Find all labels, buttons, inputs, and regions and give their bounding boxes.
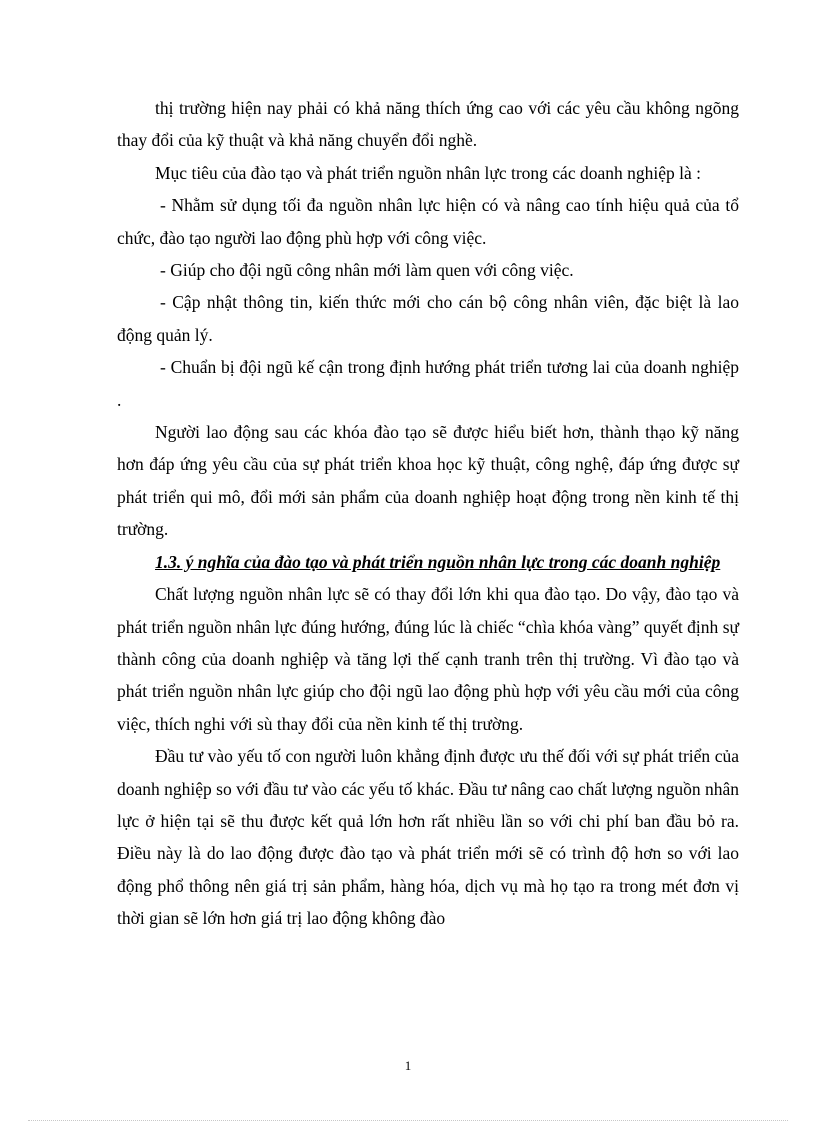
bullet-item: - Chuẩn bị đội ngũ kế cận trong định hướng phát triển tương lai của doanh nghiệp . bbox=[117, 357, 739, 410]
bullet-item: - Giúp cho đội ngũ công nhân mới làm quen với công việc. bbox=[160, 260, 574, 281]
footer-divider bbox=[28, 1120, 788, 1121]
paragraph-objectives-intro: Mục tiêu của đào tạo và phát triển nguồn nhân lực trong các doanh nghiệp là : bbox=[155, 162, 701, 183]
paragraph-investment: Đầu tư vào yếu tố con người luôn khẳng định được ưu thế đối với sự phát triển của doanh nghiệp so với đầu tư vào các yếu tố khác. Đầu tư nâng cao chất lượng nguồn nhân lực ở hiện tại sẽ thu được kết quả lớn hơn rất nhiều lần so với chi phí ban đầu bỏ ra. Điều này là do lao động được đào tạo và phát triển mới sẽ có trình độ hơn so với lao động phổ thông nên giá trị sản phẩm, hàng hóa, dịch vụ mà họ tạo ra trong mét đơn vị thời gian sẽ lớn hơn giá trị lao động không đào bbox=[117, 746, 739, 929]
section-heading: 1.3. ý nghĩa của đào tạo và phát triển nguồn nhân lực trong các doanh nghiệp bbox=[155, 551, 721, 572]
paragraph-training-outcome: Người lao động sau các khóa đào tạo sẽ được hiểu biết hơn, thành thạo kỹ năng hơn đáp ứng yêu cầu của sự phát triển khoa học kỹ thuật, công nghệ, đáp ứng được sự phát triển qui mô, đổi mới sản phẩm của doanh nghiệp hoạt động trong nền kinh tế thị trường. bbox=[117, 422, 739, 540]
page-number: 1 bbox=[404, 1058, 412, 1073]
paragraph-quality: Chất lượng nguồn nhân lực sẽ có thay đổi lớn khi qua đào tạo. Do vậy, đào tạo và phát triển nguồn nhân lực đúng hướng, đúng lúc là chiếc “chìa khóa vàng” quyết định sự thành công của doanh nghiệp và tăng lợi thế cạnh tranh trên thị trường. Vì đào tạo và phát triển nguồn nhân lực giúp cho đội ngũ lao động phù hợp với yêu cầu mới của công việc, thích nghi với sù thay đổi của nền kinh tế thị trường. bbox=[117, 584, 739, 734]
bullet-item: - Nhằm sử dụng tối đa nguồn nhân lực hiện có và nâng cao tính hiệu quả của tổ chức, đào tạo người lao động phù hợp với công việc. bbox=[117, 195, 739, 248]
bullet-item: - Cập nhật thông tin, kiến thức mới cho cán bộ công nhân viên, đặc biệt là lao động quản lý. bbox=[117, 292, 739, 345]
paragraph-continuation: thị trường hiện nay phải có khả năng thích ứng cao với các yêu cầu không ngõng thay đổi của kỹ thuật và khả năng chuyển đổi nghề. bbox=[117, 98, 739, 151]
document-body bbox=[117, 92, 739, 935]
